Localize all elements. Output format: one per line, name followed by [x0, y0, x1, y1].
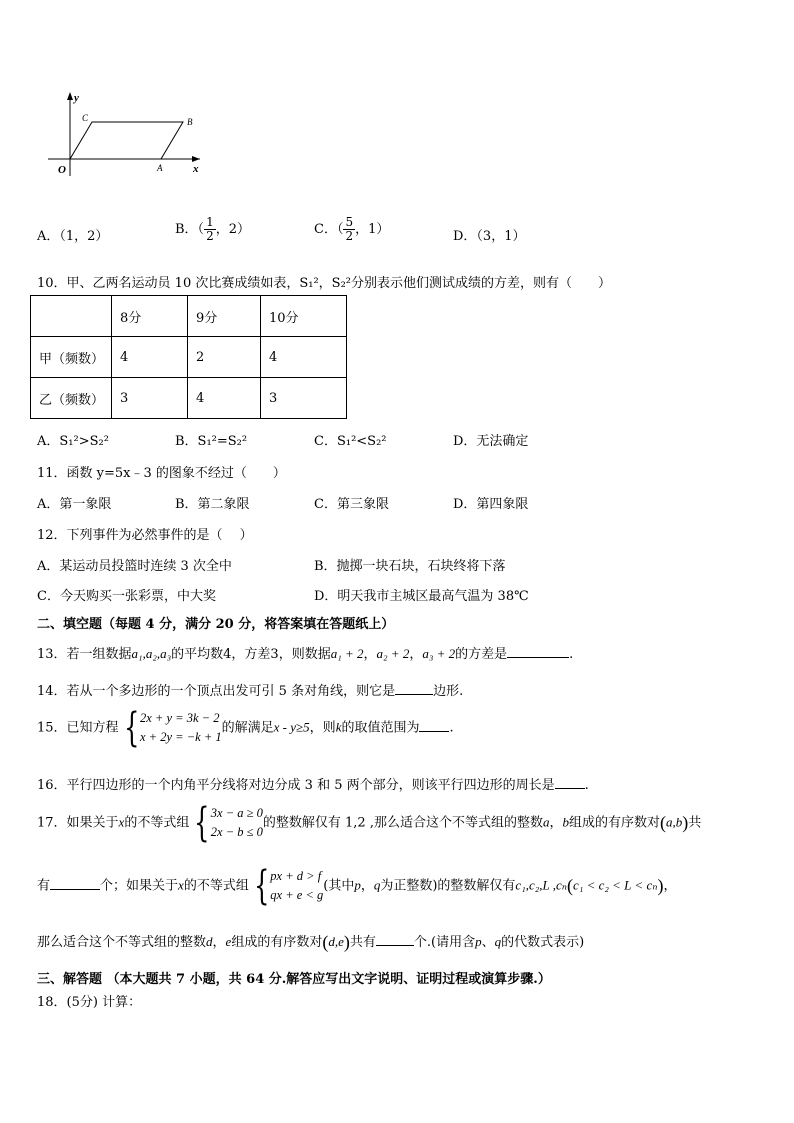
q12-option-a: A．某运动员投篮时连续 3 次全中 — [37, 559, 232, 574]
q12-option-d: D．明天我市主城区最高气温为 38℃ — [314, 589, 529, 604]
point-c-label: C — [82, 113, 89, 123]
table-cell — [31, 296, 112, 337]
q15: 15．已知方程 { 2x + y = 3k − 2 x + 2y = −k + 1 的解满足x - y≥5，则k的取值范围为 . — [37, 705, 454, 751]
q17-line-3: 那么适合这个不等式组的整数d，e组成的有序数对(d,e)共有 个.(请用含p、q的代数式表示) — [37, 932, 585, 952]
origin-label: O — [58, 164, 66, 176]
q10-stem: 10．甲、乙两名运动员 10 次比赛成绩如表，S₁²，S₂²分别表示他们测试成绩的方差，则有（ ） — [37, 276, 612, 291]
table-cell: 甲（频数） — [31, 337, 112, 378]
q9-option-c: C．（ $\frac{5}{2}$ ，1） — [314, 215, 390, 243]
table-cell: 4 — [188, 378, 261, 419]
answer-blank[interactable] — [376, 933, 414, 946]
q11-option-b: B．第二象限 — [175, 497, 250, 512]
q11-option-a: A．第一象限 — [37, 497, 112, 512]
q10-option-b: B．S₁²=S₂² — [175, 434, 248, 449]
answer-blank[interactable] — [555, 776, 585, 789]
q10-score-table — [30, 295, 347, 419]
answer-blank[interactable] — [419, 719, 449, 732]
table-row — [31, 337, 347, 378]
answer-blank[interactable] — [395, 682, 433, 695]
q13: 13．若一组数据a₁,a₂,a₃的平均数4，方差3，则数据a₁ + 2，a₂ + 2，a₃ + 2的方差是 . — [37, 646, 574, 662]
section-2-heading: 二、填空题（每题 4 分，满分 20 分，将答案填在答题纸上） — [37, 617, 395, 632]
q11-option-d: D．第四象限 — [453, 497, 529, 512]
table-cell: 3 — [112, 378, 188, 419]
table-cell: 8分 — [112, 296, 188, 337]
answer-blank[interactable] — [507, 645, 569, 658]
q12-option-c: C．今天购买一张彩票，中大奖 — [37, 589, 216, 604]
q9-option-a: A．（1，2） — [37, 229, 109, 244]
q14: 14．若从一个多边形的一个顶点出发可引 5 条对角线，则它是 边形. — [37, 684, 464, 699]
q17-line-1: 17．如果关于x的不等式组 { 3x − a ≥ 0 2x − b ≤ 0 的整数解仅有 1,2 ,那么适合这个不等式组的整数a，b组成的有序数对(a,b)共 — [37, 800, 702, 846]
q16: 16．平行四边形的一个内角平分线将对边分成 3 和 5 两个部分，则该平行四边形的周长是 . — [37, 778, 589, 793]
table-cell: 乙（频数） — [31, 378, 112, 419]
q11-option-c: C．第三象限 — [314, 497, 389, 512]
table-cell: 3 — [261, 378, 347, 419]
q10-option-c: C．S₁²<S₂² — [314, 434, 387, 449]
table-header-row — [31, 296, 347, 337]
table-cell: 2 — [188, 337, 261, 378]
q18: 18．(5分) 计算： — [37, 995, 142, 1010]
q17-line-2: 有 个；如果关于x的不等式组 { px + d > f qx + e < g (其中p，q为正整数)的整数解仅有c₁,c₂,L ,cₙ(c₁ < c₂ < L < cₙ)， — [37, 863, 677, 909]
q9-option-b: B．（ $\frac{1}{2}$ ，2） — [175, 215, 250, 243]
table-cell: 9分 — [188, 296, 261, 337]
q12-option-b: B．抛掷一块石块，石块终将下落 — [314, 559, 506, 574]
section-3-heading: 三、解答题 （本大题共 7 小题，共 64 分.解答应写出文字说明、证明过程或演算步骤.） — [37, 972, 551, 987]
point-a-label: A — [157, 163, 163, 173]
answer-blank[interactable] — [50, 877, 100, 890]
q10-option-d: D．无法确定 — [453, 434, 529, 449]
y-axis-label: y — [74, 92, 79, 104]
q11-stem: 11．函数 y=5x﹣3 的图象不经过（ ） — [37, 466, 286, 481]
q9-option-d: D．（3，1） — [453, 229, 526, 244]
table-cell: 4 — [112, 337, 188, 378]
x-axis-label: x — [193, 163, 199, 175]
parallelogram-figure — [40, 88, 215, 180]
table-cell: 10分 — [261, 296, 347, 337]
q12-stem: 12．下列事件为必然事件的是（ ） — [37, 528, 253, 543]
point-b-label: B — [187, 117, 193, 127]
table-row — [31, 378, 347, 419]
q10-option-a: A．S₁²>S₂² — [37, 434, 109, 449]
table-cell: 4 — [261, 337, 347, 378]
